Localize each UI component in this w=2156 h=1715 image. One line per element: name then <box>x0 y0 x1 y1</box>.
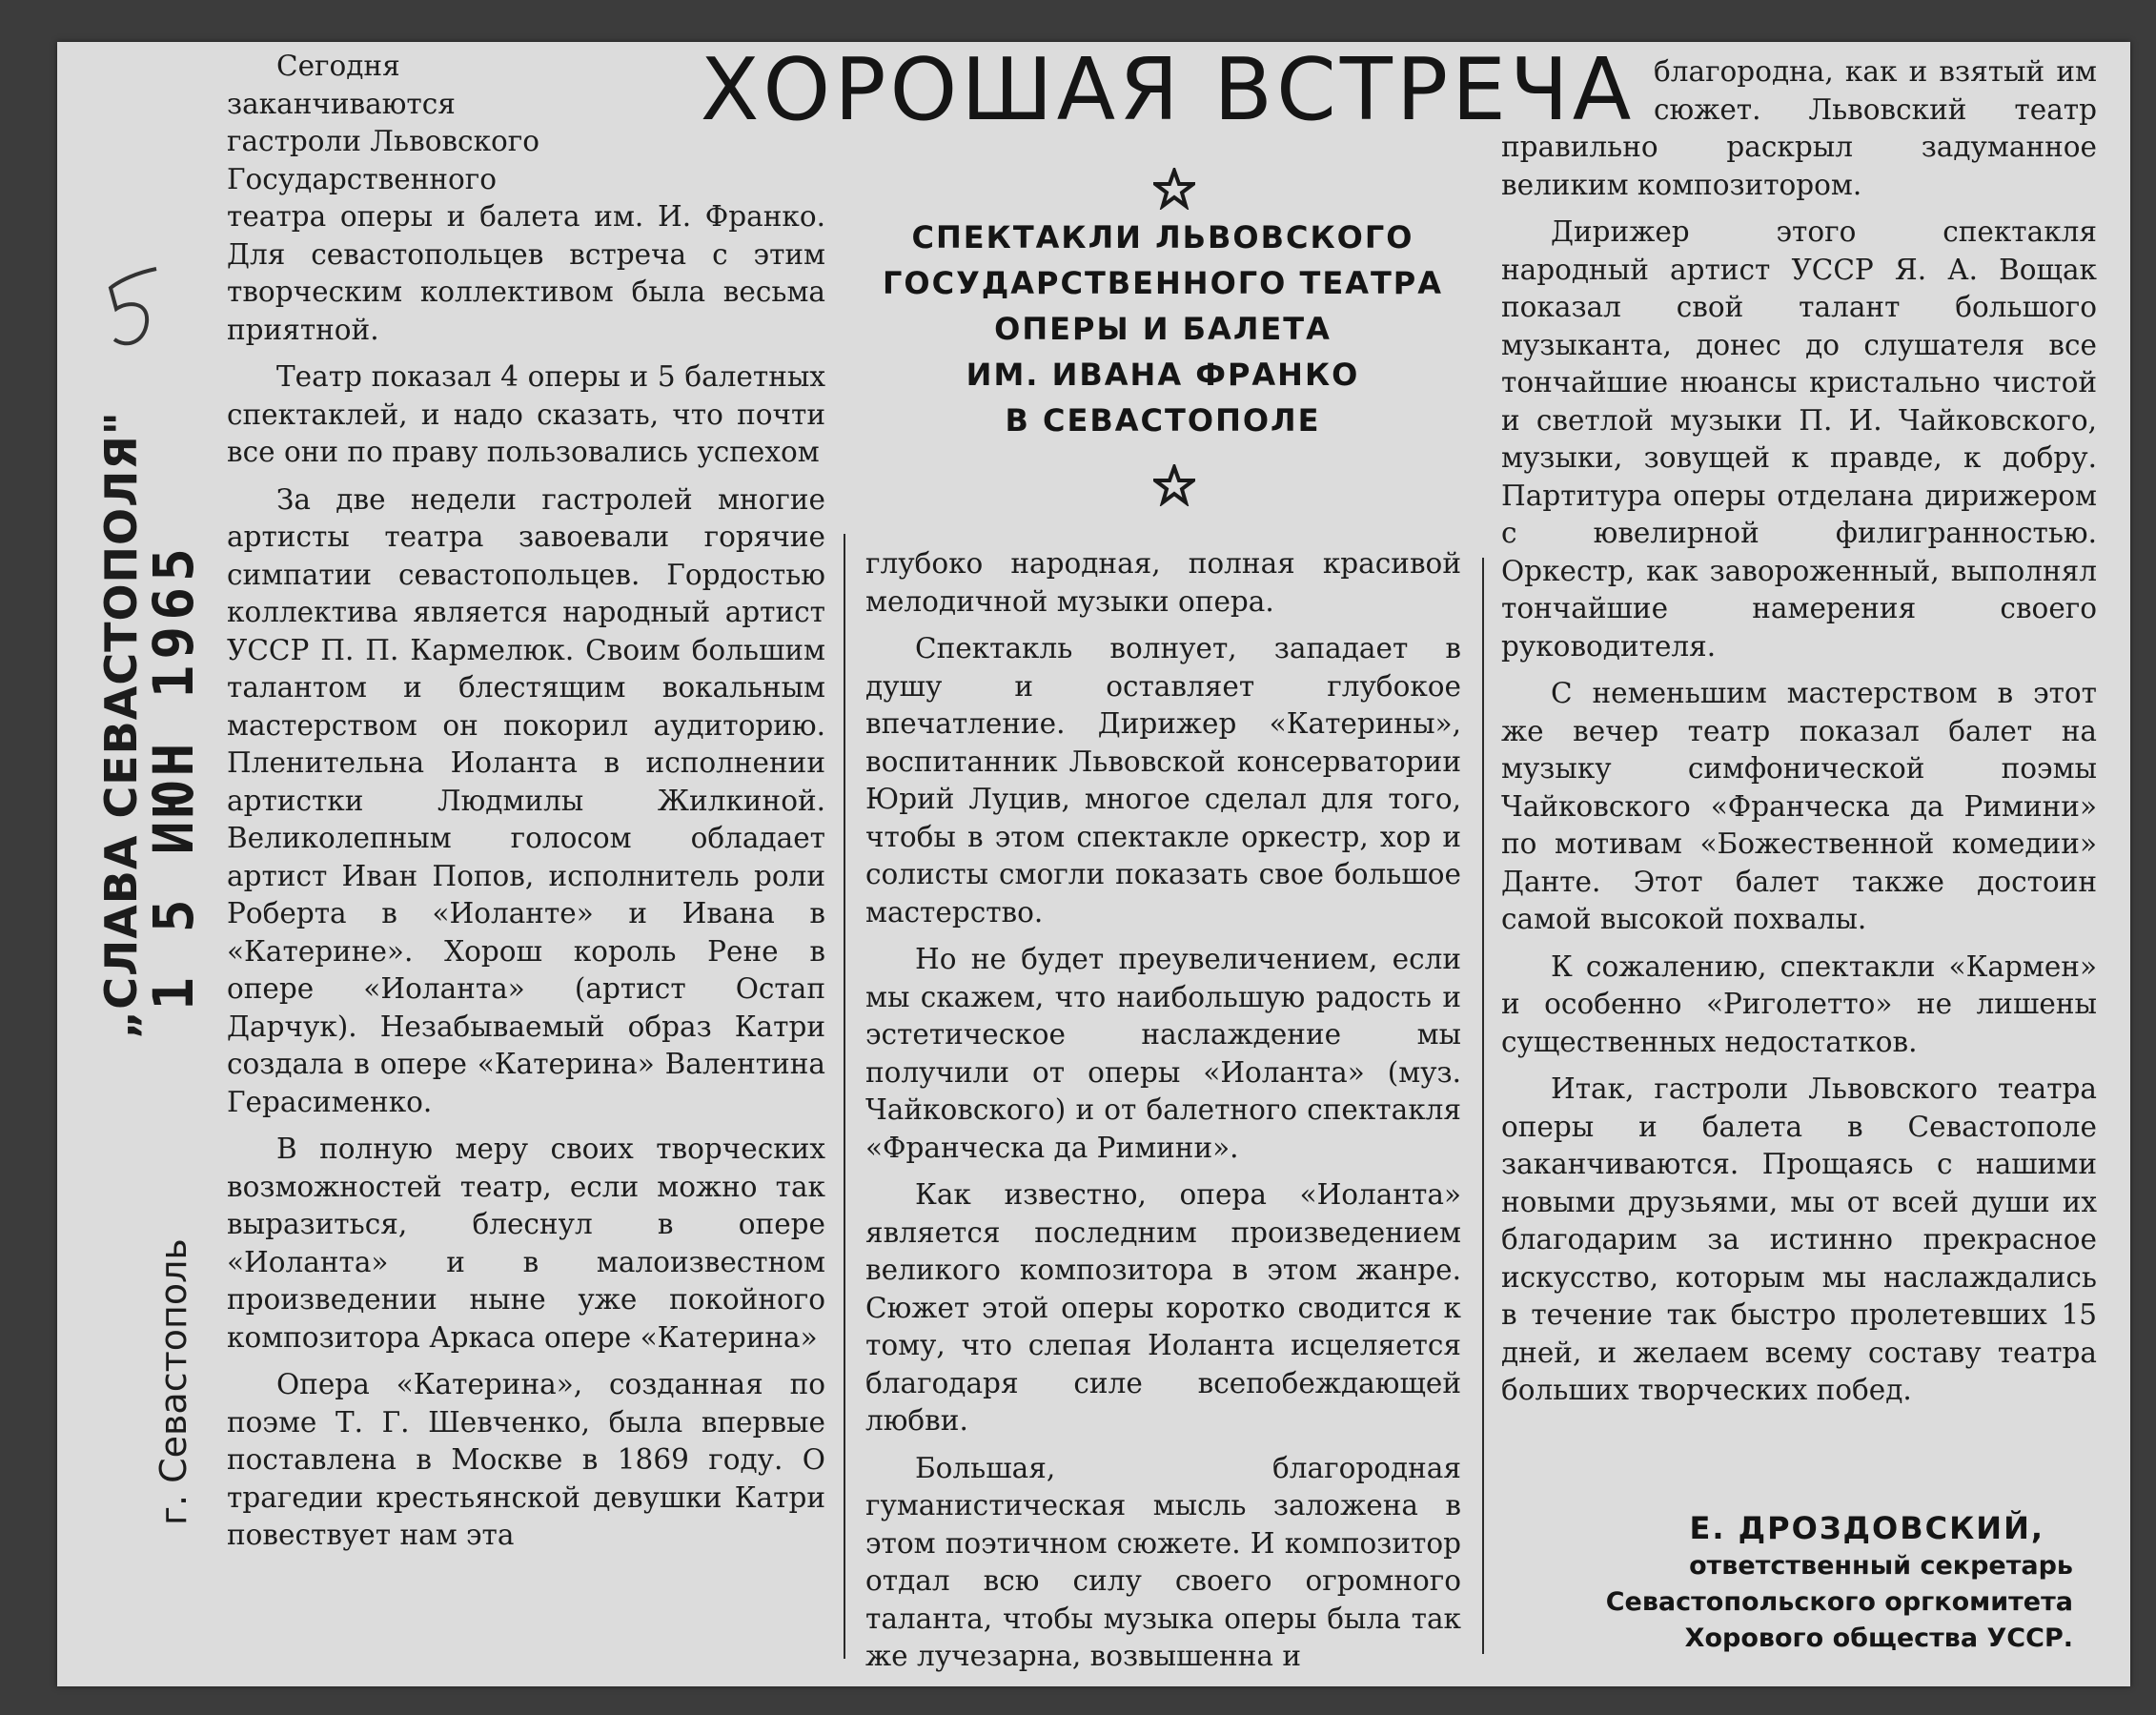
subhead-line: ГОСУДАРСТВЕННОГО ТЕАТРА <box>882 265 1444 301</box>
col2-paragraph-2: Спектакль волнует, западает в душу и оставляет глубокое впечатление. Дирижер «Катерины», воспитанник Львовской консерватории Юрий Луцив, многое сделал для того, чтобы в этом спектакле оркестр, хор и солисты смогли показать свое большое мастерство. <box>865 632 1461 929</box>
col1-paragraph-5: Опера «Катерина», созданная по поэме Т. Г. Шевченко, была впервые поставлена в Москве в 1869 году. О трагедии крестьянской девушки Катри повествует нам эта <box>227 1368 825 1551</box>
col3-paragraph-5: Итак, гастроли Львовского театра оперы и балета в Севастополе заканчиваются. Прощаясь с нашими новыми друзьями, мы от всей души их благодарим за истинно прекрасное искусство, которым мы наслаждались в течение так быстро пролетевших 15 дней, и желаем всему составу театра больших творческих побед. <box>1501 1072 2097 1406</box>
subhead-line: ИМ. ИВАНА ФРАНКО <box>966 357 1360 393</box>
column-1 <box>227 48 825 1564</box>
column-rule-1 <box>844 534 845 1659</box>
star-icon <box>1153 168 1195 210</box>
author-role-line: Севастопольского оргкомитета <box>1605 1587 2073 1617</box>
author-role-line: ответственный секретарь <box>1689 1551 2073 1581</box>
author-name: Е. ДРОЗДОВСКИЙ, <box>1689 1510 2044 1546</box>
subhead-line: В СЕВАСТОПОЛЕ <box>1005 402 1321 439</box>
article-headline: ХОРОШАЯ ВСТРЕЧА <box>700 40 1636 140</box>
headline-spacer <box>1501 53 1654 120</box>
author-role-line: Хорового общества УССР. <box>1684 1623 2073 1653</box>
newspaper-city: г. Севастополь <box>153 1238 194 1525</box>
col1-paragraph-1: Сегодня заканчиваются гастроли Львовского Государственного театра оперы и балета им. И. Франко. Для севастопольцев встреча с этим творческим коллективом была весьма приятной. <box>227 50 825 346</box>
star-icon <box>1153 464 1195 506</box>
col3-paragraph-2: Дирижер этого спектакля народный артист УССР Я. А. Вощак показал свой талант большого музыканта, донес до слушателя все тончайшие нюансы кристально чистой и светлой музыки П. И. Чайковского, музыки, зовущей к правде, к добру. Партитура оперы отделана дирижером с ювелирной филигранностью. Оркестр, как завороженный, выполнял тончайшие намерения своего руководителя. <box>1501 215 2097 663</box>
article-signature <box>1501 1508 2073 1657</box>
newspaper-name-stamp <box>95 411 147 1039</box>
handwritten-mark <box>99 259 166 364</box>
newspaper-name: „СЛАВА СЕВАСТОПОЛЯ" <box>95 411 147 1039</box>
col2-paragraph-1: глубоко народная, полная красивой мелодичной музыки опера. <box>865 547 1461 618</box>
col2-paragraph-4: Как известно, опера «Иоланта» является последним произведением великого композитора в этом жанре. Сюжет этой оперы коротко сводится к тому, что слепая Иоланта исцеляется благодаря силе всепобеждающей любви. <box>865 1178 1461 1437</box>
col3-paragraph-3: С неменьшим мастерством в этот же вечер театр показал балет на музыку симфонической поэмы Чайковского «Франческа да Римини» по мотивам «Божественной комедии» Данте. Этот балет также достоин самой высокой похвалы. <box>1501 677 2097 935</box>
column-3 <box>1501 53 2097 1419</box>
subhead-line: ОПЕРЫ И БАЛЕТА <box>994 311 1332 347</box>
article-subhead <box>858 214 1468 443</box>
col1-paragraph-4: В полную меру своих творческих возможностей театр, если можно так выразиться, блеснул в опере «Иоланта» и в малоизвестном произведении ныне уже покойного композитора Аркаса опере «Катерина» <box>227 1133 825 1354</box>
column-2 <box>865 545 1461 1685</box>
headline-spacer <box>539 48 825 162</box>
col1-paragraph-2: Театр показал 4 оперы и 5 балетных спектаклей, и надо сказать, что почти все они по праву пользовались успехом <box>227 360 825 468</box>
col2-paragraph-5: Большая, благородная гуманистическая мысль заложена в этом поэтичном сюжете. И композитор отдал всю силу своего огромного таланта, чтобы музыка оперы была так же лучезарна, возвышенна и <box>865 1451 1461 1672</box>
col3-paragraph-1: благородна, как и взятый им сюжет. Львовский театр правильно раскрыл задуманное великим композитором. <box>1501 55 2097 201</box>
col2-paragraph-3: Но не будет преувеличением, если мы скажем, что наибольшую радость и эстетическое наслаждение мы получили от оперы «Иоланта» (муз. Чайковского) и от балетного спектакля «Франческа да Римини». <box>865 943 1461 1164</box>
col1-paragraph-3: За две недели гастролей многие артисты театра завоевали горячие симпатии севастопольцев. Гордостью коллектива является народный артист УССР П. П. Кармелюк. Своим большим талантом и блестящим вокальным мастерством он покорил аудиторию. Пленительна Иоланта в исполнении артистки Людмилы Жилкиной. Великолепным голосом обладает артист Иван Попов, исполнитель роли Роберта в «Иоланте» и Ивана в «Катерине». Хорош король Рене в опере «Иоланта» (артист Остап Дарчук). Незабываемый образ Катри создала в опере «Катерина» Валентина Герасименко. <box>227 482 825 1118</box>
column-rule-2 <box>1482 558 1484 1654</box>
col3-paragraph-4: К сожалению, спектакли «Кармен» и особенно «Риголетто» не лишены существенных недостатков. <box>1501 949 2097 1058</box>
date-stamp: 1 5 ИЮН 1965 <box>141 541 206 1011</box>
subhead-line: СПЕКТАКЛИ ЛЬВОВСКОГО <box>911 219 1414 255</box>
